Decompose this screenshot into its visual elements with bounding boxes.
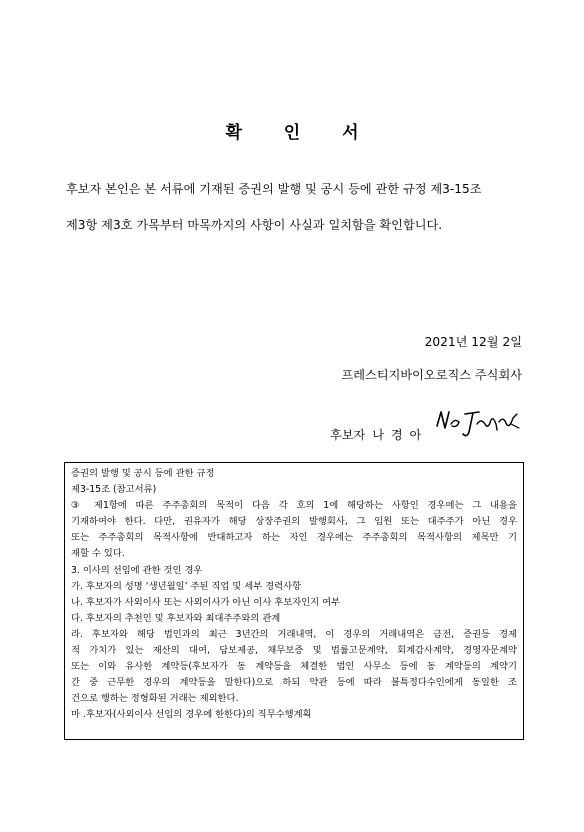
note-line: 재할 수 있다. (71, 548, 125, 560)
note-line: 증권의 발행 및 공시 등에 관한 규정 (71, 468, 215, 479)
note-line: 가. 후보자의 성명 ‘생년월일’ 주된 직업 및 세부 경력사항 (71, 580, 302, 592)
note-line: 건으로 행하는 정형화된 거래는 제외한다. (71, 693, 239, 705)
note-line: 또는 이와 유사한 계약등(후보자가 동 계약등을 체결한 법인 사무소 등에 동 계약등의 계약기 (71, 661, 517, 673)
note-line: 적 가치가 있는 재산의 대여, 담보제공, 채무보증 및 법률고문계약, 회계감사계약, 경영자문계약 (71, 645, 517, 657)
note-line: 또는 주주총회의 목적사항에 반대하고자 하는 자인 경우에는 주주총회의 목적사항의 제목만 기 (71, 532, 517, 544)
note-line: 마 .후보자(사외이사 선임의 경우에 한한다)의 직무수행계획 (71, 709, 312, 721)
note-line: 나. 후보자가 사외이사 또는 사외이사가 아닌 이사 후보자인지 여부 (71, 596, 341, 608)
note-line: 3. 이사의 선임에 관한 것인 경우 (71, 564, 203, 576)
confirmation-text-line-2: 제3항 제3호 가목부터 마목까지의 사항이 사실과 일치함을 확인합니다. (66, 218, 443, 232)
confirmation-text-line-1: 후보자 본인은 본 서류에 기재된 증권의 발행 및 공시 등에 관한 규정 제3-15조 (66, 182, 482, 196)
note-line: 라. 후보자와 해당 법인과의 최근 3년간의 거래내역, 이 경우의 거래내역은 금전, 증권등 경제 (71, 628, 517, 640)
document-title: 확 인 서 (225, 123, 377, 143)
note-line: 제3-15조 (참고서류) (71, 484, 157, 496)
note-line: 기재하여야 한다. 다만, 권유자가 해당 상장주권의 발행회사, 그 임원 또는 대주주가 아닌 경우 (71, 516, 517, 528)
candidate-name: 후보자 나 경 아 (330, 428, 422, 442)
regulation-reference-box (64, 462, 524, 740)
note-line: 간 중 근무한 경우의 계약등을 말한다)으로 하되 약관 등에 따라 불특정다수인에게 동일한 조 (71, 677, 517, 689)
company-name: 프레스티지바이오로직스 주식회사 (341, 368, 522, 382)
handwritten-signature-icon (433, 404, 523, 440)
note-line: ③ 제1항에 따른 주주총회의 목적이 다음 각 호의 1에 해당하는 사항인 경우에는 그 내용을 (71, 500, 517, 512)
document-date: 2021년 12월 2일 (424, 335, 522, 349)
note-line: 다. 후보자의 추천인 및 후보자와 최대주주와의 관계 (71, 612, 281, 624)
